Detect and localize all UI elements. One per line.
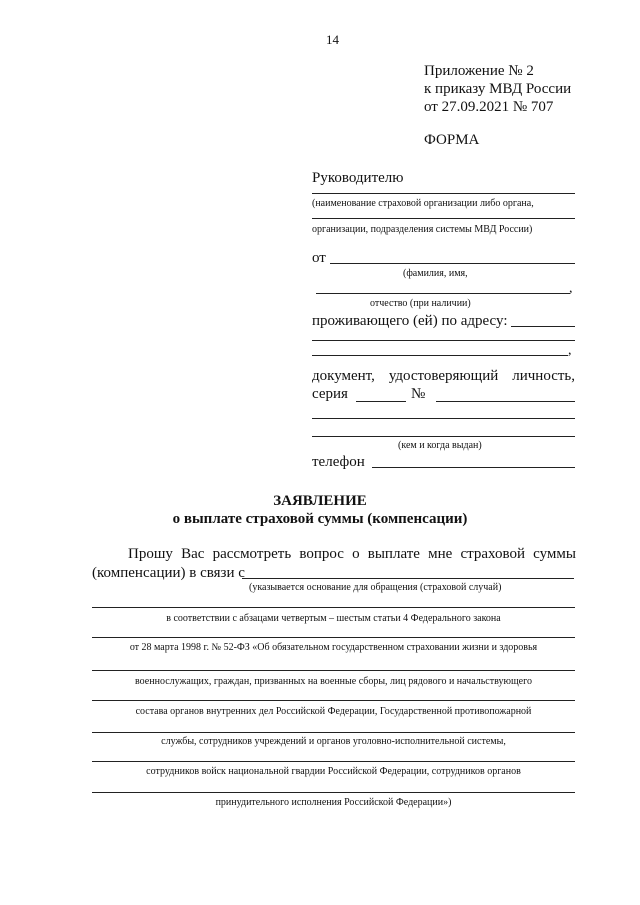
document-line-2 (312, 418, 575, 419)
law-line-3: военнослужащих, граждан, призванных на военные сборы, лиц рядового и начальствующего (135, 676, 532, 687)
address-label: проживающего (ей) по адресу: (312, 313, 508, 329)
blank-line-1 (92, 607, 575, 608)
number-line (436, 401, 575, 402)
from-label: от (312, 250, 326, 266)
request-word: суммы (533, 546, 576, 562)
request-word: вопрос (299, 546, 344, 562)
appendix-line-3: от 27.09.2021 № 707 (424, 99, 554, 115)
application-subtitle: о выплате страховой суммы (компенсации) (172, 511, 468, 527)
document-word-1: документ, (312, 368, 375, 384)
phone-line (372, 467, 575, 468)
addressee-label: Руководителю (312, 170, 404, 186)
addressee-line-2 (312, 218, 575, 219)
number-label: № (411, 386, 426, 402)
request-first-line (128, 546, 576, 563)
appendix-line-1: Приложение № 2 (424, 63, 534, 79)
name-hint-2: отчество (при наличии) (370, 298, 471, 309)
address-comma: , (568, 343, 572, 358)
series-line (356, 401, 406, 402)
law-line-5: службы, сотрудников учреждений и органов уголовно-исполнительной системы, (161, 736, 506, 747)
request-word: о (352, 546, 360, 562)
law-line-4: состава органов внутренних дел Российской Федерации, Государственной противопожарной (135, 706, 532, 717)
form-label: ФОРМА (424, 132, 480, 148)
name-hint-1: (фамилия, имя, (403, 268, 468, 279)
name-line (316, 293, 570, 294)
addressee-line-1 (312, 193, 575, 194)
document-line (312, 368, 575, 385)
application-title: ЗАЯВЛЕНИЕ (273, 493, 367, 509)
document-line-3 (312, 436, 575, 437)
document-word-2: удостоверяющий (388, 368, 499, 384)
blank-line-3 (92, 670, 575, 671)
address-line-2 (312, 340, 575, 341)
basis-hint: (указывается основание для обращения (страховой случай) (249, 582, 502, 593)
addressee-hint-1: (наименование страховой организации либо органа, (312, 198, 534, 209)
request-word: выплате (367, 546, 420, 562)
appendix-line-2: к приказу МВД России (424, 81, 572, 97)
issued-hint: (кем и когда выдан) (398, 440, 482, 451)
blank-line-2 (92, 637, 575, 638)
law-line-7: принудительного исполнения Российской Федерации») (215, 797, 452, 808)
law-line-1: в соответствии с абзацами четвертым – шестым статьи 4 Федерального закона (166, 613, 501, 624)
request-word: рассмотреть (212, 546, 292, 562)
addressee-hint-2: организации, подразделения системы МВД России) (312, 224, 533, 235)
law-line-6: сотрудников войск национальной гвардии Российской Федерации, сотрудников органов (146, 766, 521, 777)
law-line-2: от 28 марта 1998 г. № 52-ФЗ «Об обязательном государственном страховании жизни и здоровья (129, 642, 538, 653)
document-word-3: личность, (512, 368, 575, 384)
blank-line-6 (92, 761, 575, 762)
request-word: страховой (460, 546, 525, 562)
blank-line-5 (92, 732, 575, 733)
blank-line-7 (92, 792, 575, 793)
basis-line (242, 578, 574, 579)
request-word: Вас (181, 546, 205, 562)
request-word: Прошу (128, 546, 173, 562)
page-number: 14 (326, 32, 339, 47)
address-line-3 (312, 355, 568, 356)
request-second-line-start: (компенсации) в связи с (92, 565, 245, 581)
request-word: мне (428, 546, 453, 562)
from-line (330, 263, 575, 264)
name-comma: , (569, 281, 573, 296)
series-label: серия (312, 386, 348, 402)
address-line-1 (511, 326, 575, 327)
blank-line-4 (92, 700, 575, 701)
phone-label: телефон (312, 454, 365, 470)
